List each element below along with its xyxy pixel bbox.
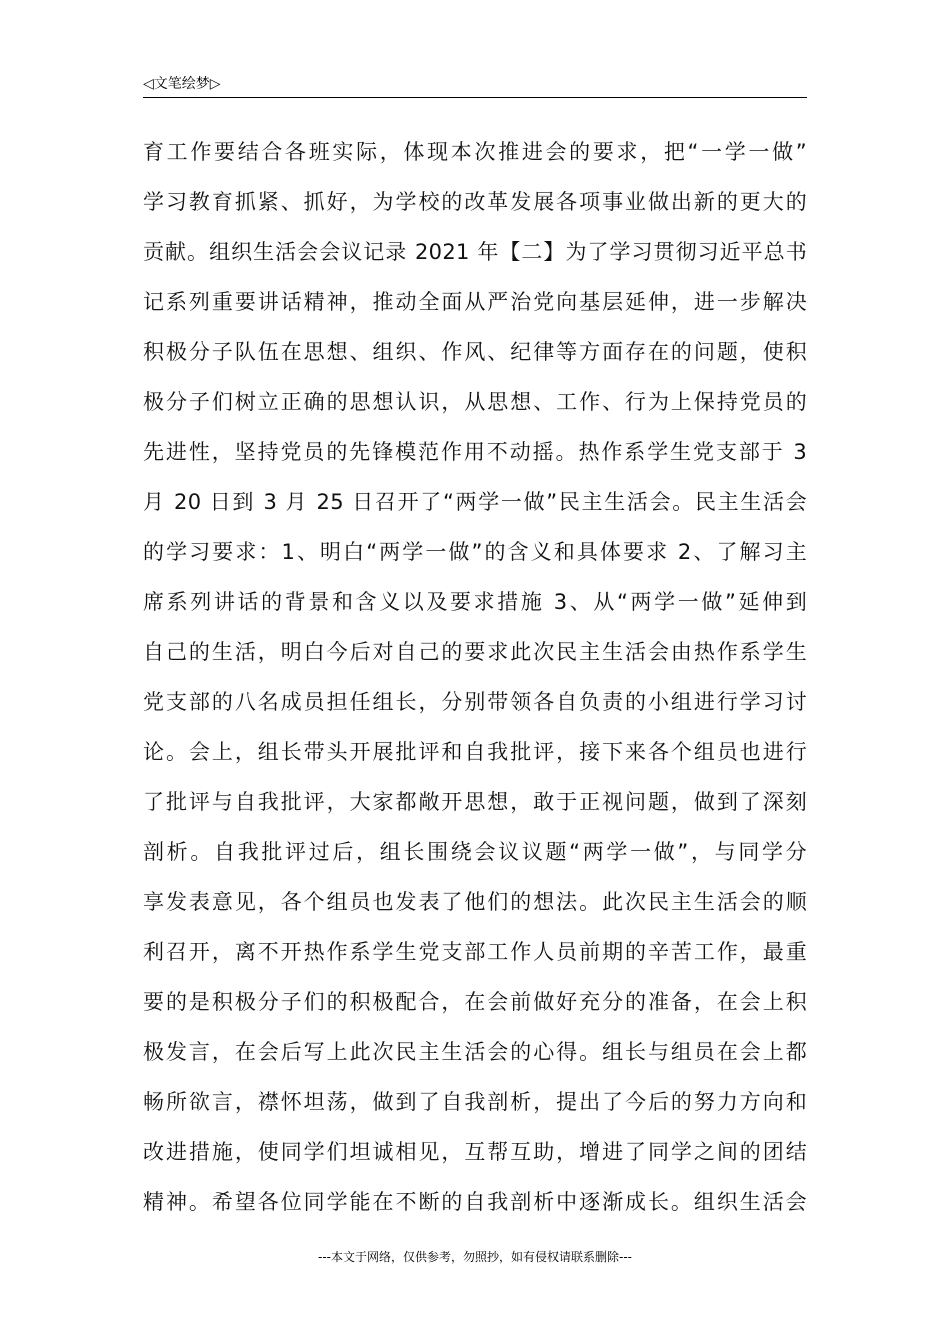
body-line: 要的是积极分子们的积极配合，在会前做好充分的准备，在会上积 [143, 990, 807, 1014]
body-line: 育工作要结合各班实际，体现本次推进会的要求，把“一学一做” [143, 140, 807, 164]
document-body [143, 131, 807, 1231]
body-line: 席系列讲话的背景和含义以及要求措施 3、从“两学一做”延伸到 [143, 590, 807, 614]
header-title: ◁文笔绘梦▷ [143, 76, 221, 92]
body-line: 剖析。自我批评过后，组长围绕会议议题“两学一做”，与同学分 [143, 840, 807, 864]
body-line: 享发表意见，各个组员也发表了他们的想法。此次民主生活会的顺 [143, 890, 807, 914]
body-line: 利召开，离不开热作系学生党支部工作人员前期的辛苦工作，最重 [143, 940, 807, 964]
body-line: 党支部的八名成员担任组长，分别带领各自负责的小组进行学习讨 [143, 690, 807, 714]
footer-note: ---本文于网络，仅供参考，勿照抄，如有侵权请联系删除--- [318, 1250, 632, 1264]
body-line: 先进性，坚持党员的先锋模范作用不动摇。热作系学生党支部于 3 [143, 440, 807, 464]
body-line: 月 20 日到 3 月 25 日召开了“两学一做”民主生活会。民主生活会 [143, 490, 807, 514]
page-footer [0, 1248, 950, 1266]
body-line: 学习教育抓紧、抓好，为学校的改革发展各项事业做出新的更大的 [143, 190, 807, 214]
body-line: 的学习要求：1、明白“两学一做”的含义和具体要求 2、了解习主 [143, 540, 807, 564]
body-line: 极发言，在会后写上此次民主生活会的心得。组长与组员在会上都 [143, 1040, 807, 1064]
body-line: 改进措施，使同学们坦诚相见，互帮互助，增进了同学之间的团结 [143, 1140, 807, 1164]
body-line: 积极分子队伍在思想、组织、作风、纪律等方面存在的问题，使积 [143, 340, 807, 364]
body-line: 自己的生活，明白今后对自己的要求此次民主生活会由热作系学生 [143, 640, 807, 664]
body-line: 极分子们树立正确的思想认识，从思想、工作、行为上保持党员的 [143, 390, 807, 414]
body-line: 畅所欲言，襟怀坦荡，做到了自我剖析，提出了今后的努力方向和 [143, 1090, 807, 1114]
body-line: 精神。希望各位同学能在不断的自我剖析中逐渐成长。组织生活会 [143, 1190, 807, 1214]
body-line: 了批评与自我批评，大家都敞开思想，敢于正视问题，做到了深刻 [143, 790, 807, 814]
body-line: 论。会上，组长带头开展批评和自我批评，接下来各个组员也进行 [143, 740, 807, 764]
body-line: 贡献。组织生活会会议记录 2021 年【二】为了学习贯彻习近平总书 [143, 240, 807, 264]
header-divider [143, 97, 807, 98]
body-line: 记系列重要讲话精神，推动全面从严治党向基层延伸，进一步解决 [143, 290, 807, 314]
page-header [143, 74, 807, 98]
